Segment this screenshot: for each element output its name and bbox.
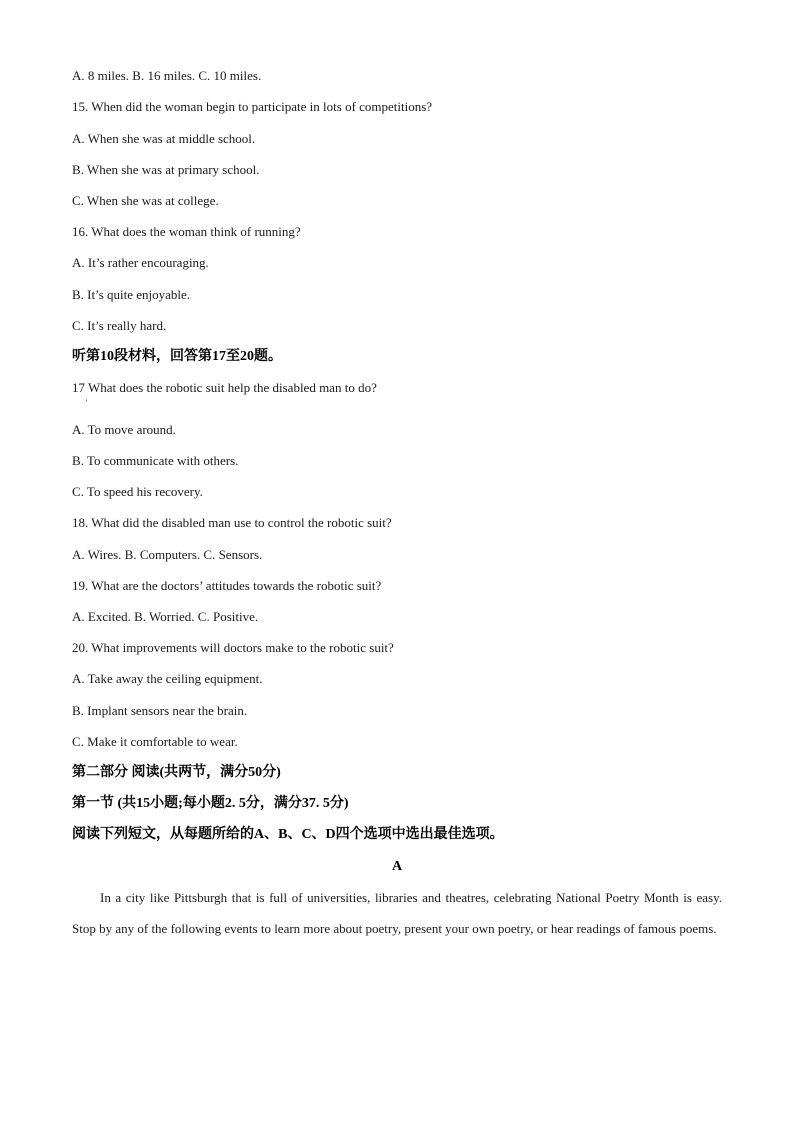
q15-option-a: A. When she was at middle school. xyxy=(72,131,256,146)
question-15: 15. When did the woman begin to participate in lots of competitions? xyxy=(72,99,433,114)
question-18: 18. What did the disabled man use to control the robotic suit? xyxy=(72,515,392,530)
q16-option-a: A. It’s rather encouraging. xyxy=(72,255,209,270)
part-two-heading: 第二部分 阅读(共两节，满分50分) xyxy=(72,765,281,780)
reading-instruction: 阅读下列短文，从每题所给的A、B、C、D四个选项中选出最佳选项。 xyxy=(72,827,504,842)
section-one-heading: 第一节 (共15小题;每小题2. 5分，满分37. 5分) xyxy=(72,796,349,811)
q15-option-b: B. When she was at primary school. xyxy=(72,162,260,177)
q15-option-c: C. When she was at college. xyxy=(72,193,219,208)
q14-options: A. 8 miles. B. 16 miles. C. 10 miles. xyxy=(72,68,262,83)
q20-option-b: B. Implant sensors near the brain. xyxy=(72,703,248,718)
question-20: 20. What improvements will doctors make to the robotic suit? xyxy=(72,640,394,655)
q16-option-b: B. It’s quite enjoyable. xyxy=(72,287,191,302)
q18-options: A. Wires. B. Computers. C. Sensors. xyxy=(72,547,263,562)
section-instruction-10: 听第10段材料，回答第17至20题。 xyxy=(72,349,282,364)
q17-option-b: B. To communicate with others. xyxy=(72,453,239,468)
q20-option-a: A. Take away the ceiling equipment. xyxy=(72,671,263,686)
passage-title: A xyxy=(391,859,403,874)
q19-options: A. Excited. B. Worried. C. Positive. xyxy=(72,609,259,624)
q16-option-c: C. It’s really hard. xyxy=(72,318,167,333)
passage-paragraph: In a city like Pittsburgh that is full of universities, libraries and theatres, celebrating National Poetry Month is easy. Stop by any of the following events to learn more about poetry, present your own poetry, or hear readings of famous poems. xyxy=(72,890,722,937)
question-16: 16. What does the woman think of running? xyxy=(72,224,301,239)
question-19: 19. What are the doctors’ attitudes towards the robotic suit? xyxy=(72,578,382,593)
stray-mark: ' xyxy=(86,398,88,407)
question-17: 17 What does the robotic suit help the disabled man to do? xyxy=(72,380,377,395)
q17-option-c: C. To speed his recovery. xyxy=(72,484,203,499)
q20-option-c: C. Make it comfortable to wear. xyxy=(72,734,238,749)
q17-option-a: A. To move around. xyxy=(72,422,176,437)
